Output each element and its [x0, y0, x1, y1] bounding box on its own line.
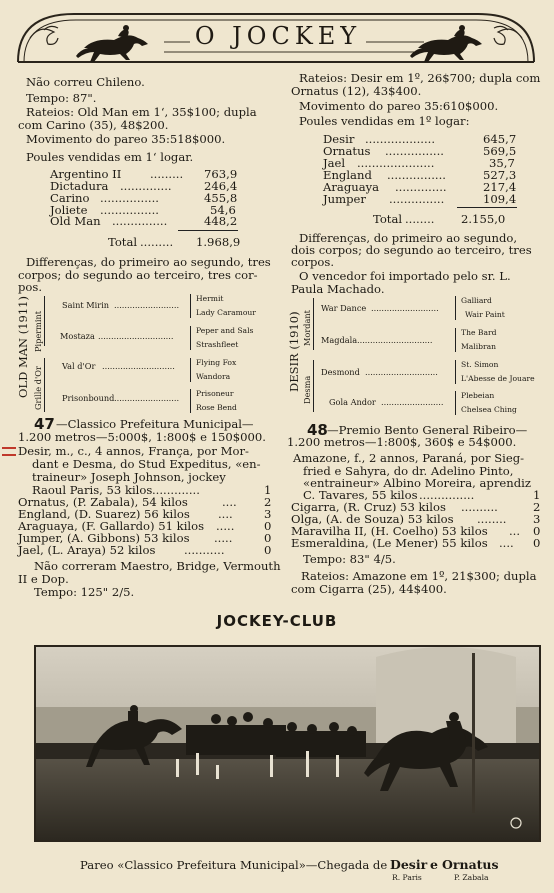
pedigree-g3: Val d'Or — [62, 361, 96, 371]
dot-leader: ............................ — [102, 361, 175, 371]
poule-value: 35,7 — [489, 156, 515, 170]
total-label: Total — [108, 235, 138, 249]
dot-leader: ........ — [477, 512, 507, 526]
race-number: 47 — [34, 415, 55, 433]
dot-leader: .... — [499, 536, 514, 550]
left-intro-line: Tempo: 87". — [26, 91, 97, 105]
winner-desc: Amazone, f., 2 annos, Paraná, por Sieg- — [293, 451, 525, 465]
pedigree-sire: Pipermint — [33, 310, 43, 352]
right-intro-line: Rateios: Desir em 1º, 26$700; dupla com — [299, 71, 541, 85]
left-end-line: Tempo: 125" 2/5. — [34, 585, 135, 599]
dot-leader: .......................... — [371, 303, 439, 313]
race-title: —Classico Prefeitura Municipal— — [56, 417, 254, 431]
poule-value: 448,2 — [204, 214, 238, 228]
poule-value: 569,5 — [483, 144, 517, 158]
pedigree-g4: Prisonbound — [62, 393, 115, 403]
pedigree-gg: Peper and Sals — [196, 326, 254, 335]
result-text: Cigarra, (R. Cruz) 53 kilos — [291, 500, 446, 514]
result-place: 0 — [264, 543, 272, 557]
pedigree-brace — [44, 296, 45, 346]
caption-jockey-1: R. Paris — [392, 873, 422, 882]
winner-desc: C. Tavares, 55 kilos — [303, 488, 418, 502]
pedigree-g4: Gola Andor — [329, 397, 376, 407]
race-title: —Premio Bento General Ribeiro— — [327, 423, 528, 437]
left-end-line: Não correram Maestro, Bridge, Vermouth — [34, 559, 281, 573]
pedigree-g1: Saint Mirin — [62, 300, 110, 310]
pedigree-horse: OLD MAN (1911) — [16, 296, 30, 398]
result-text: Olga, (A. de Souza) 53 kilos — [291, 512, 454, 526]
race-purse: 1.200 metros—1:800$, 360$ e 54$000. — [287, 435, 517, 449]
pedigree-gg: Plebeian — [461, 391, 495, 400]
pedigree-gg: Malibran — [461, 342, 497, 351]
poule-value: 54,6 — [210, 203, 236, 217]
left-intro-line: Rateios: Old Man em 1ʻ, 35$100; dupla — [26, 105, 257, 119]
pedigree-g2: Mostaza — [60, 331, 95, 341]
pedigree-brace — [455, 296, 456, 320]
left-intro-line: Movimento do pareo 35:518$000. — [26, 132, 226, 146]
poule-name: Argentino II — [50, 167, 122, 181]
photo-caption — [0, 857, 554, 891]
left-intro-line: com Carino (35), 48$200. — [18, 118, 169, 132]
left-intro-line: Não correu Chileno. — [26, 75, 145, 89]
poule-value: 246,4 — [204, 179, 238, 193]
poule-name: Araguaya — [323, 180, 380, 194]
right-intro-line: Ornatus (12), 43$400. — [291, 84, 422, 98]
winner-desc: dant e Desma, do Stud Expeditus, «en- — [32, 457, 261, 471]
dot-leader: ................ — [100, 191, 159, 205]
race-number: 48 — [307, 421, 328, 439]
dot-leader: ......................... — [114, 300, 180, 310]
poule-name: Ornatus — [323, 144, 371, 158]
poule-value: 763,9 — [204, 167, 238, 181]
result-place: 0 — [264, 531, 272, 545]
poule-name: Jumper — [323, 192, 366, 206]
result-text: Esmeraldina, (Le Mener) 55 kilos — [291, 536, 488, 550]
pedigree-brace — [190, 326, 191, 350]
poule-name: England — [323, 168, 372, 182]
winner-desc: Raoul Paris, 53 kilos — [32, 483, 153, 497]
result-text: Araguaya, (F. Gallardo) 51 kilos — [18, 519, 205, 533]
right-end-line: Tempo: 83" 4/5. — [303, 552, 396, 566]
left-pedigree — [14, 292, 276, 416]
pedigree-gg: L'Abesse de Jouare — [461, 374, 535, 383]
right-diff-line: Paula Machado. — [291, 282, 385, 296]
dot-leader: .... — [218, 507, 233, 521]
poules-rule — [178, 230, 238, 231]
dot-leader: ............... — [419, 488, 475, 502]
pedigree-gg: Wair Paint — [465, 310, 505, 319]
result-place: 1 — [533, 488, 541, 502]
dot-leader: .............. — [395, 180, 447, 194]
dot-leader: ................ — [385, 144, 444, 158]
right-end-line: com Cigarra (25), 44$400. — [291, 582, 447, 596]
pedigree-dam: Grille d'Or — [33, 366, 43, 410]
dot-leader: ............. — [152, 483, 200, 497]
poule-value: 645,7 — [483, 132, 517, 146]
dot-leader: ......... — [140, 235, 174, 249]
dot-leader: .... — [222, 495, 237, 509]
caption-text: Pareo «Classico Prefeitura Municipal»—Chegada de — [80, 858, 388, 872]
winner-desc: fried e Sahyra, do dr. Adelino Pinto, — [303, 464, 514, 478]
result-place: 0 — [533, 524, 541, 538]
caption-horse-1: Desir — [390, 857, 428, 872]
total-value: 2.155,0 — [461, 212, 506, 226]
result-text: Jael, (L. Araya) 52 kilos — [18, 543, 156, 557]
pedigree-sire: Mordant — [302, 310, 312, 346]
winner-desc: Desir, m., c., 4 annos, França, por Mor- — [18, 444, 249, 458]
winner-desc: traineur» Joseph Johnson, jockey — [32, 470, 226, 484]
left-end-line: II e Dop. — [18, 572, 69, 586]
pedigree-gg: Flying Fox — [196, 358, 237, 367]
pedigree-gg: Rose Bend — [196, 403, 237, 412]
dot-leader: ........ — [405, 212, 435, 226]
header-title: O JOCKEY — [190, 22, 366, 50]
right-diff-line: dois corpos; do segundo ao terceiro, tres — [291, 243, 532, 257]
photo-scene — [36, 647, 539, 840]
result-text: England, (D. Suarez) 56 kilos — [18, 507, 190, 521]
dot-leader: ................... — [365, 132, 436, 146]
dot-leader: ............................. — [357, 335, 433, 345]
dot-leader: ..... — [214, 531, 233, 545]
pedigree-gg: Lady Caramour — [196, 308, 256, 317]
pedigree-dam: Desma — [302, 375, 312, 404]
pedigree-g1: War Dance — [321, 303, 367, 313]
poule-name: Dictadura — [50, 179, 109, 193]
poule-value: 109,4 — [483, 192, 517, 206]
dot-leader: ............... — [389, 192, 445, 206]
pedigree-gg: The Bard — [461, 328, 497, 337]
result-text: Maravilha II, (H. Coelho) 53 kilos — [291, 524, 488, 538]
result-place: 0 — [533, 536, 541, 550]
right-intro-line: Movimento do pareo 35:610$000. — [299, 99, 499, 113]
dot-leader: ................ — [100, 203, 159, 217]
pedigree-brace — [313, 360, 314, 412]
poule-value: 527,3 — [483, 168, 517, 182]
right-end-line: Rateios: Amazone em 1º, 21$300; dupla — [301, 569, 537, 583]
dot-leader: ......... — [150, 167, 184, 181]
result-text: Jumper, (A. Gibbons) 53 kilos — [18, 531, 190, 545]
pedigree-gg: Chelsea Ching — [461, 405, 517, 414]
result-place: 3 — [264, 507, 272, 521]
right-diff-line: O vencedor foi importado pelo sr. L. — [299, 269, 511, 283]
right-diff-line: corpos. — [291, 255, 335, 269]
dot-leader: ..................... — [357, 156, 435, 170]
dot-leader: ................ — [387, 168, 446, 182]
poule-value: 217,4 — [483, 180, 517, 194]
result-place: 1 — [264, 483, 272, 497]
dot-leader: ............... — [112, 214, 168, 228]
race-purse: 1.200 metros—5:000$, 1:800$ e 150$000. — [18, 430, 266, 444]
pedigree-gg: Prisoneur — [196, 389, 234, 398]
dot-leader: .............. — [120, 179, 172, 193]
pedigree-brace — [44, 358, 45, 412]
result-place: 0 — [264, 519, 272, 533]
result-place: 3 — [533, 512, 541, 526]
dot-leader: ..... — [216, 519, 235, 533]
total-label: Total — [373, 212, 403, 226]
pedigree-gg: Hermit — [196, 294, 224, 303]
caption-and: e — [430, 857, 438, 872]
pedigree-gg: Strashfleet — [196, 340, 239, 349]
pedigree-brace — [190, 389, 191, 413]
result-place: 2 — [264, 495, 272, 509]
poule-name: Old Man — [50, 214, 101, 228]
left-diff-line: corpos; do segundo ao terceiro, tres cor- — [18, 268, 258, 282]
pedigree-brace — [455, 360, 456, 384]
poule-name: Desir — [323, 132, 355, 146]
pedigree-horse: DESIR (1910) — [287, 311, 301, 392]
dot-leader: .......... — [461, 500, 498, 514]
result-place: 2 — [533, 500, 541, 514]
left-diff-line: pos. — [18, 280, 43, 294]
winner-desc: «entraineur» Albino Moreira, aprendiz — [303, 476, 531, 490]
poule-name: Joliete — [50, 203, 88, 217]
caption-horse-2: Ornatus — [442, 857, 499, 872]
right-intro-line: Poules vendidas em 1º logar: — [299, 114, 470, 128]
pedigree-brace — [190, 358, 191, 382]
pedigree-gg: Wandora — [196, 372, 231, 381]
poule-name: Carino — [50, 191, 90, 205]
section-title: JOCKEY-CLUB — [216, 612, 338, 630]
race-photograph — [34, 645, 541, 842]
poules-rule — [457, 207, 517, 208]
dot-leader: ... — [509, 524, 521, 538]
dot-leader: ............................. — [98, 331, 174, 341]
dot-leader: ......................... — [114, 393, 180, 403]
pedigree-g2: Magdala — [321, 335, 358, 345]
caption-jockey-2: P. Zabala — [454, 873, 489, 882]
poule-value: 455,8 — [204, 191, 238, 205]
poule-name: Jael — [323, 156, 346, 170]
pedigree-gg: St. Simon — [461, 360, 499, 369]
right-column — [277, 0, 554, 600]
pedigree-brace — [313, 298, 314, 350]
left-diff-line: Differenças, do primeiro ao segundo, tres — [26, 255, 271, 269]
left-intro-line: Poules vendidas em 1ʻ logar. — [26, 150, 194, 164]
pedigree-gg: Galliard — [461, 296, 492, 305]
result-text: Ornatus, (P. Zabala), 54 kilos — [18, 495, 188, 509]
pedigree-brace — [455, 328, 456, 352]
dot-leader: ............................ — [365, 367, 438, 377]
pedigree-brace — [190, 294, 191, 318]
red-margin-mark — [2, 447, 16, 456]
dot-leader: ........... — [184, 543, 225, 557]
pedigree-brace — [455, 391, 456, 415]
right-pedigree — [277, 294, 549, 418]
dot-leader: ........................ — [381, 397, 444, 407]
pedigree-g3: Desmond — [321, 367, 360, 377]
total-value: 1.968,9 — [196, 235, 241, 249]
right-diff-line: Differenças, do primeiro ao segundo, — [299, 231, 518, 245]
